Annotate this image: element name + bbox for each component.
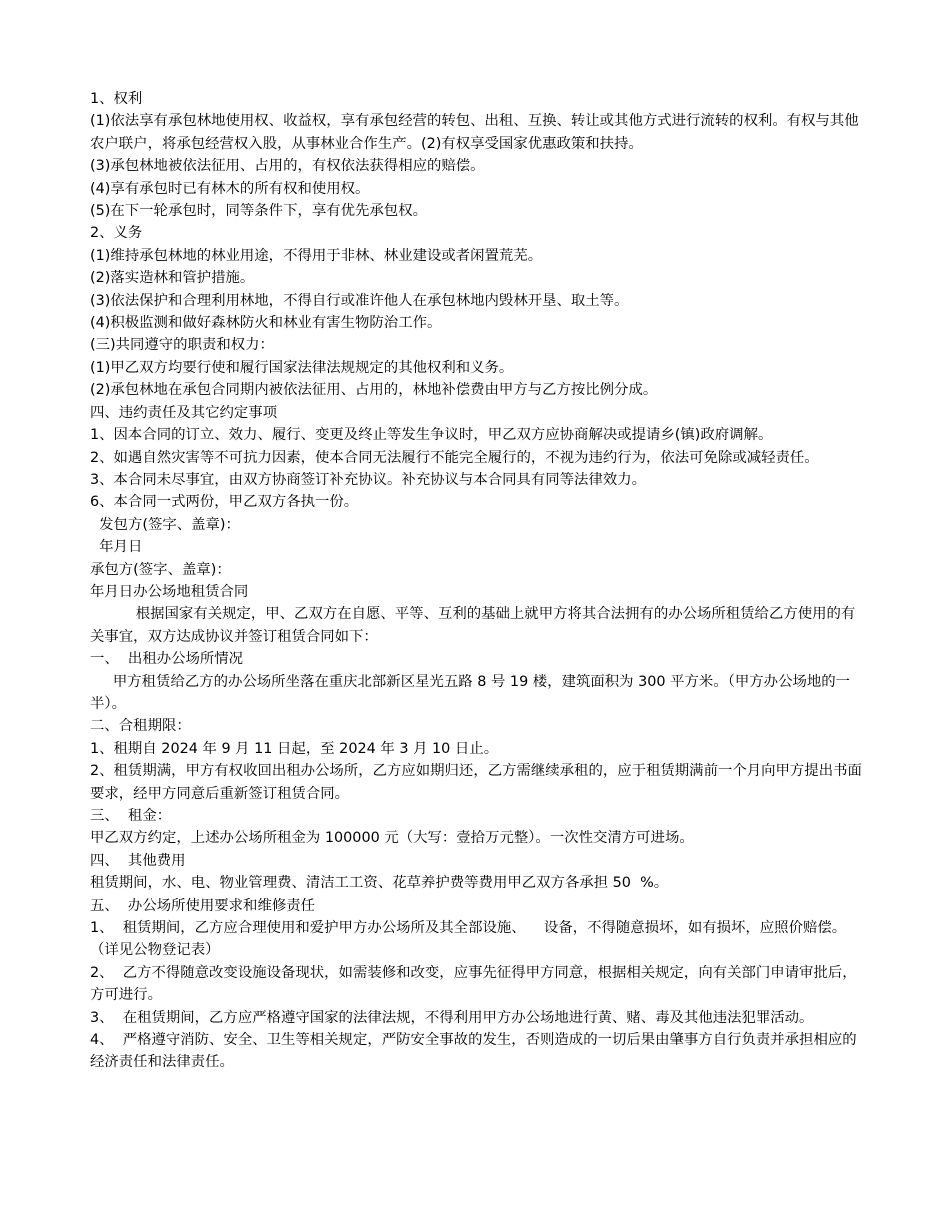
text-line: 甲方租赁给乙方的办公场所坐落在重庆北部新区星光五路 8 号 19 楼，建筑面积为 300 平方米。（甲方办公场地的一半）。 — [90, 673, 851, 712]
text-line: 3、本合同未尽事宜，由双方协商签订补充协议。补充协议与本合同具有同等法律效力。 — [90, 471, 647, 488]
section-heading: 四、 其他费用 — [90, 852, 186, 869]
text-line: (3)依法保护和合理利用林地，不得自行或准许他人在承包林地内毁林开垦、取土等。 — [90, 292, 629, 309]
text-line: 根据国家有关规定，甲、乙双方在自愿、平等、互利的基础上就甲方将其合法拥有的办公场所租赁给乙方使用的有关事宜，双方达成协议并签订租赁合同如下： — [90, 606, 856, 645]
text-line: 1、租期自 2024 年 9 月 11 日起，至 2024 年 3 月 10 日止。 — [90, 740, 499, 757]
text-line: 4、 严格遵守消防、安全、卫生等相关规定，严防安全事故的发生，否则造成的一切后果由肇事方自行负责并承担相应的经济责任和法律责任。 — [90, 1032, 857, 1071]
text-line: 租赁期间，水、电、物业管理费、清洁工工资、花草养护费等费用甲乙双方各承担 50 %。 — [90, 875, 669, 892]
text-line: 2、 乙方不得随意改变设施设备现状，如需装修和改变，应事先征得甲方同意，根据相关规定，向有关部门申请审批后，方可进行。 — [90, 964, 857, 1004]
text-line: (2)落实造林和管护措施。 — [90, 270, 255, 287]
text-line: 四、违约责任及其它约定事项 — [90, 404, 278, 421]
contract-title-line: 年月日办公场地租赁合同 — [90, 583, 249, 600]
text-line: (4)积极监测和做好森林防火和林业有害生物防治工作。 — [90, 315, 442, 332]
text-line: (5)在下一轮承包时，同等条件下，享有优先承包权。 — [90, 203, 427, 220]
text-line: (1)甲乙双方均要行使和履行国家法律法规规定的其他权利和义务。 — [90, 359, 514, 376]
section-heading: 一、 出租办公场所情况 — [90, 651, 244, 668]
text-line: (三)共同遵守的职责和权力： — [90, 337, 274, 354]
text-line: (3)承包林地被依法征用、占用的，有权依法获得相应的赔偿。 — [90, 158, 485, 175]
text-line: (4)享有承包时已有林木的所有权和使用权。 — [90, 180, 370, 197]
text-line: 2、义务 — [90, 225, 143, 242]
text-line: 1、因本合同的订立、效力、履行、变更及终止等发生争议时，甲乙双方应协商解决或提请乡(镇)政府调解。 — [90, 427, 773, 444]
text-line: 3、 在租赁期间，乙方应严格遵守国家的法律法规，不得利用甲方办公场地进行黄、赌、毒及其他违法犯罪活动。 — [90, 1009, 814, 1026]
text-line: 甲乙双方约定，上述办公场所租金为 100000 元（大写：壹拾万元整）。一次性交清方可进场。 — [90, 830, 694, 847]
text-line: 2、如遇自然灾害等不可抗力因素，使本合同无法履行不能完全履行的，不视为违约行为，依法可免除或减轻责任。 — [90, 449, 819, 466]
text-line: 1、 租赁期间，乙方应合理使用和爱护甲方办公场所及其全部设施、 设备，不得随意损坏，如有损坏，应照价赔偿。（详见公物登记表） — [90, 920, 847, 959]
text-line: 2、租赁期满，甲方有权收回出租办公场所，乙方应如期归还，乙方需继续承租的，应于租赁期满前一个月向甲方提出书面要求，经甲方同意后重新签订租赁合同。 — [90, 763, 862, 802]
section-heading: 二、合租期限： — [90, 718, 191, 735]
date-line: 年月日 — [90, 539, 143, 556]
text-line: 1、权利 — [90, 91, 143, 107]
text-line: (2)承包林地在承包合同期内被依法征用、占用的，林地补偿费由甲方与乙方按比例分成。 — [90, 382, 658, 399]
text-line: 6、本合同一式两份，甲乙双方各执一份。 — [90, 494, 359, 511]
text-line: (1)维持承包林地的林业用途，不得用于非林、林业建设或者闲置荒芜。 — [90, 247, 543, 264]
text-line: (1)依法享有承包林地使用权、收益权，享有承包经营的转包、出租、互换、转让或其他方式进行流转的权利。有权与其他农户联户，将承包经营权入股，从事林业合作生产。(2)有权享受国家优惠政策和扶持。 — [90, 113, 859, 152]
signature-line: 发包方(签字、盖章)： — [90, 516, 240, 533]
section-heading: 五、 办公场所使用要求和维修责任 — [90, 897, 316, 914]
section-heading: 三、 租金： — [90, 808, 172, 824]
signature-line: 承包方(签字、盖章)： — [90, 561, 231, 578]
document-body — [90, 88, 865, 1074]
